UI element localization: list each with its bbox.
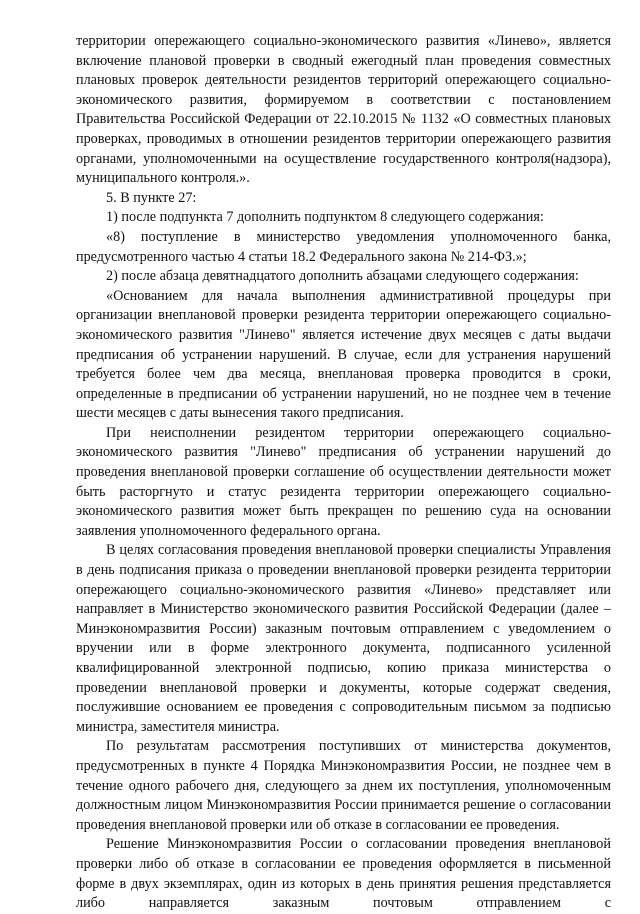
paragraph-review-results: По результатам рассмотрения поступивших от министерства документов, предусмотренных в пункте 4 Порядка Минэкономразвития России, не позднее чем в течение одного рабочего дня, следующего за днем их поступления, уполномоченным должностным лицом Минэкономразвития России принимается решение о согласовании проведения внеплановой проверки или об отказе в согласовании ее проведения.: [76, 738, 611, 833]
paragraph-inspection-basis: «Основанием для начала выполнения административной процедуры при организации внеплановой проверки резидента территории опережающего социально-экономического развития "Линево" является истечение двух месяцев с даты выдачи предписания об устранении нарушений. В случае, если для устранения нарушений требуется более чем два месяца, внеплановая проверка проводится в сроки, определенные в предписании об устранении нарушений, но не позднее чем в течение шести месяцев с даты вынесения такого предписания.: [76, 287, 611, 422]
paragraph-subpoint-8: «8) поступление в министерство уведомления уполномоченного банка, предусмотренного частью 4 статьи 18.2 Федерального закона № 214-ФЗ.»;: [76, 228, 611, 265]
paragraph-non-compliance: При неисполнении резидентом территории опережающего социально-экономического развития "Линево" предписания об устранении нарушений до проведения внеплановой проверки соглашение об осуществлении деятельности может быть расторгнуто и статус резидента территории опережающего социально-экономического развития может быть прекращен по решению суда на основании заявления уполномоченного федерального органа.: [76, 424, 611, 539]
paragraph-item-5: 5. В пункте 27:: [106, 189, 197, 206]
paragraph-subitem-2: 2) после абзаца девятнадцатого дополнить абзацами следующего содержания:: [106, 268, 579, 285]
paragraph-approval-procedure: В целях согласования проведения внеплановой проверки специалисты Управления в день подписания приказа о проведении внеплановой проверки резидента территории опережающего социально-экономического развития «Линево» представляет или направляет в Министерство экономического развития Российской Федерации (далее – Минэкономразвития России) заказным почтовым отправлением с уведомлением о вручении или в форме электронного документа, подписанного усиленной квалифицированной электронной подписью, копию приказа министерства о проведении внеплановой проверки и документы, которые содержат сведения, послужившие основанием ее проведения с сопроводительным письмом за подписью министра, заместителя министра.: [76, 542, 611, 735]
paragraph-subitem-1: 1) после подпункта 7 дополнить подпунктом 8 следующего содержания:: [106, 209, 544, 226]
document-page: [76, 32, 611, 914]
paragraph-tor-inclusion: территории опережающего социально-экономического развития «Линево», является включение плановой проверки в сводный ежегодный план проведения совместных плановых проверок деятельности резидентов территорий опережающего социально-экономического развития, формируемом в соответствии с постановлением Правительства Российской Федерации от 22.10.2015 № 1132 «О совместных плановых проверках, проводимых в отношении резидентов территории опережающего развития органами, уполномоченными на осуществление государственного контроля(надзора), муниципального контроля.».: [76, 33, 611, 187]
paragraph-decision: Решение Минэкономразвития России о согласовании проведения внеплановой проверки либо об отказе в согласовании ее проведения оформляется в письменной форме в двух экземплярах, один из которых в день принятия решения представляется либо направляется заказным почтовым отправлением с: [76, 836, 611, 912]
